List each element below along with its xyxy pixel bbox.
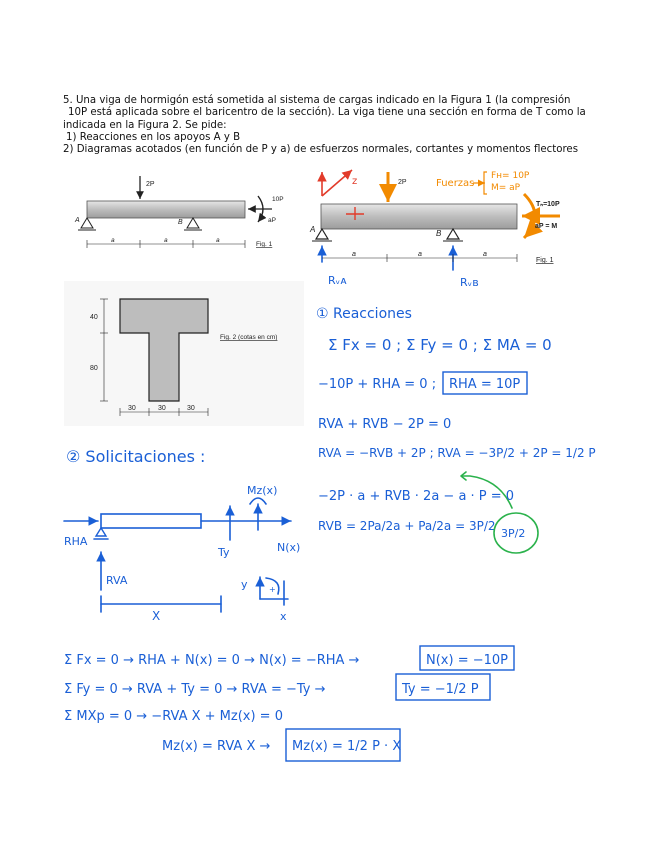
reactions-heading: ① Reacciones [316,306,412,322]
x-length-label: X [152,609,161,623]
reactions-section [316,306,596,553]
rvb-expression: RVB = 2Pa/2a + Pa/2a = 3P/2 [318,519,496,533]
dim-a: a [216,237,220,244]
beam [321,204,517,229]
moment-equation: −2P · a + RVB · 2a − a · P = 0 [318,489,515,504]
figure-caption: Fig. 2 (cotas en cm) [220,334,278,341]
fh-value: Fʜ= 10P [491,171,530,181]
problem-line: 10P está aplicada sobre el baricentro de la sección). La viga tiene una sección en forma de T como la [68,107,586,119]
support-a-label: A [75,217,80,224]
load-label: 2P [146,181,155,188]
figure-1 [74,176,284,248]
m-value: M= aP [491,183,521,193]
normal-result: N(x) = −10P [426,653,508,668]
support-b-label: B [436,229,442,238]
plus-sign: + [269,585,276,594]
rva-label: Rᵥᴀ [328,274,347,287]
dim-label: 30 [128,405,136,412]
equation-moment-solved: Mz(x) = RVA X → [162,739,271,754]
axial-label: Tₙ=10P [536,201,560,208]
problem-line: indicada en la Figura 2. Se pide: [63,119,227,131]
dim-a: a [352,251,356,258]
problem-item: 1) Reacciones en los apoyos A y B [66,131,241,143]
equation-moment: Σ MXp = 0 → −RVA X + Mz(x) = 0 [64,709,283,724]
final-equations [64,646,514,761]
axis-z-arrow [322,170,352,196]
figure-1-annotated [309,170,560,289]
ty-label: Ty [218,546,230,559]
figure-caption: Fig. 1 [536,257,554,264]
rva-expression: RVA = −RVB + 2P ; RVA = −3P/2 + 2P = 1/2 P [318,446,596,460]
rha-result: RHA = 10P [449,377,521,392]
vertical-sum-equation: RVA + RVB − 2P = 0 [318,417,452,432]
rva-label: RVA [106,574,128,587]
figure-2 [64,281,304,426]
mz-label: Mz(x) [247,484,278,497]
support-b-icon [447,229,459,239]
equation-shear: Σ Fy = 0 → RVA + Ty = 0 → RVA = −Ty → [64,682,326,697]
axial-label: 10P [272,196,284,203]
moment-label: aP [268,217,276,224]
dim-label: 80 [90,365,98,372]
equation-normal: Σ Fx = 0 → RHA + N(x) = 0 → N(x) = −RHA → [64,653,360,668]
problem-item: 2) Diagramas acotados (en función de P y a) de esfuerzos normales, cortantes y momentos flectores [63,144,579,156]
axis-z-label: z [352,176,358,187]
dim-a: a [483,251,487,258]
support-a-label: A [310,225,316,234]
solicitations-section [64,447,300,623]
beam-segment [101,514,201,528]
solicitations-heading: ② Solicitaciones : [66,447,206,466]
equilibrium-equations: Σ Fx = 0 ; Σ Fy = 0 ; Σ MA = 0 [328,336,552,354]
problem-line: 5. Una viga de hormigón está sometida al sistema de cargas indicado en la Figura 1 (la compresión [63,95,571,106]
dim-a: a [164,237,168,244]
axis-y-label: y [241,578,248,591]
rvb-label: Rᵥʙ [460,276,479,289]
moment-result: Mz(x) = 1/2 P · X [292,739,402,754]
dim-a: a [111,237,115,244]
shear-result: Ty = −1/2 P [402,682,479,697]
dim-label: 40 [90,314,98,321]
dim-label: 30 [158,405,166,412]
axis-x-label: x [280,610,287,623]
support-a-icon [316,229,328,239]
horizontal-equation: −10P + RHA = 0 ; [318,377,437,392]
dim-label: 30 [187,405,195,412]
support-b-icon [187,218,199,228]
dim-a: a [418,251,422,258]
support-a-icon [81,218,93,228]
beam [87,201,245,218]
nx-label: N(x) [277,541,301,554]
load-label: 2P [398,179,407,186]
support-a-icon [96,528,106,536]
forces-label: Fuerzas [436,178,475,189]
rha-label: RHA [64,535,88,548]
moment-label: aP = M [535,223,558,230]
figure-caption: Fig. 1 [256,241,273,248]
support-b-label: B [178,219,183,226]
rvb-result: 3P/2 [501,527,526,540]
